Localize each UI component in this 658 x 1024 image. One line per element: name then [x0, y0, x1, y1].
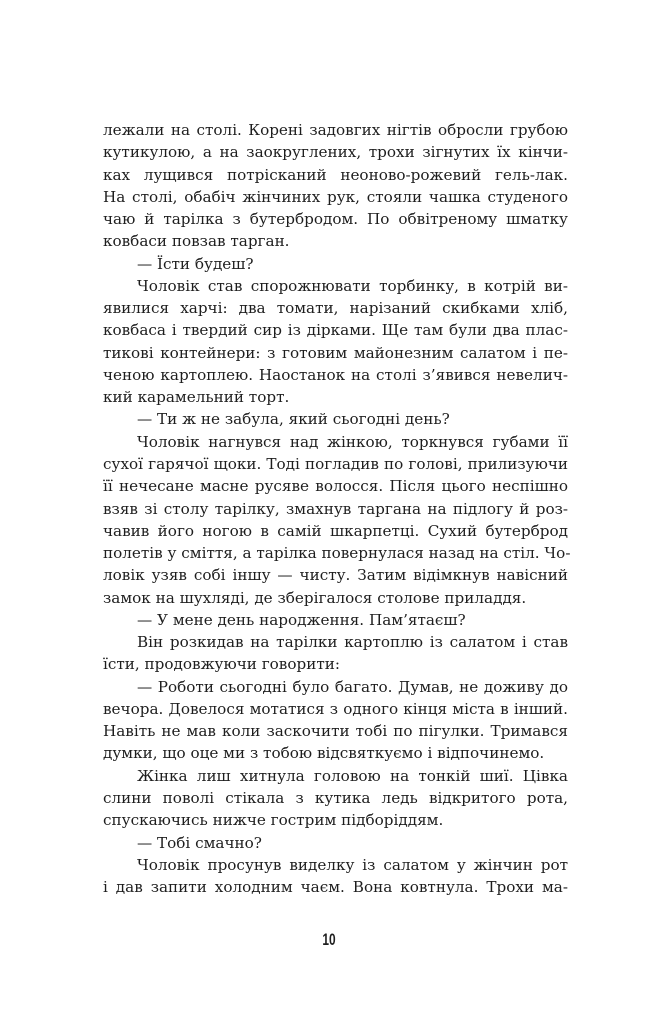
body-text: [103, 119, 571, 898]
text-line: — Їсти будеш?: [137, 254, 254, 273]
text-line: слини поволі стікала з кутика ледь відкритого рота,: [103, 788, 568, 807]
text-line: і дав запити холодним чаєм. Вона ковтнула. Трохи ма-: [103, 878, 568, 897]
text-line: — У мене день народження. Пам’ятаєш?: [137, 610, 466, 629]
text-line: Чоловік став спорожнювати торбинку, в котрій ви-: [137, 276, 568, 295]
text-line: Жінка лиш хитнула головою на тонкій шиї. Цівка: [137, 766, 568, 785]
paragraph: [103, 631, 568, 676]
paragraph: [103, 408, 568, 430]
text-line: ковбаси повзав тарган.: [103, 232, 290, 251]
paragraph: [103, 253, 568, 275]
paragraph: [103, 676, 568, 765]
text-line: замок на шухляді, де зберігалося столове приладдя.: [103, 588, 527, 607]
paragraph: [103, 854, 568, 899]
text-line: кутикулою, а на заокруглених, трохи зігнутих їх кінчи-: [103, 143, 568, 162]
text-line: взяв зі столу тарілку, змахнув таргана на підлогу й роз-: [103, 499, 568, 518]
page-number: 10: [322, 930, 336, 949]
text-line: ковбаса і твердий сир із дірками. Ще там були два плас-: [103, 321, 568, 340]
text-line: ках лущився потрісканий неоново-рожевий гель-лак.: [103, 165, 568, 184]
text-line: — Роботи сьогодні було багато. Думав, не доживу до: [137, 677, 568, 696]
text-line: ловік узяв собі іншу — чисту. Затим відімкнув навісний: [103, 566, 568, 585]
text-line: Чоловік нагнувся над жінкою, торкнувся губами її: [137, 432, 568, 451]
text-line: Чоловік просунув виделку із салатом у жінчин рот: [137, 855, 568, 874]
text-line: лежали на столі. Корені задовгих нігтів обросли грубою: [103, 121, 568, 139]
text-line: На столі, обабіч жінчиних рук, стояли чашка студеного: [103, 187, 568, 206]
paragraph: [103, 275, 568, 409]
paragraph: [103, 119, 568, 253]
text-line: їсти, продовжуючи говорити:: [103, 655, 340, 674]
text-line: спускаючись нижче гострим підборіддям.: [103, 811, 444, 830]
text-line: вечора. Довелося мотатися з одного кінця міста в інший.: [103, 699, 568, 718]
text-line: — Ти ж не забула, який сьогодні день?: [137, 410, 450, 429]
text-line: її нечесане масне русяве волосся. Після цього неспішно: [103, 477, 568, 496]
paragraph: [103, 609, 568, 631]
text-line: тикові контейнери: з готовим майонезним салатом і пе-: [103, 343, 568, 362]
text-line: ченою картоплею. Наостанок на столі з’явився невелич-: [103, 365, 568, 384]
paragraph: [103, 765, 568, 832]
text-line: кий карамельний торт.: [103, 388, 290, 407]
text-line: — Тобі смачно?: [137, 833, 262, 852]
paragraph: [103, 431, 571, 609]
text-line: чавив його ногою в самій шкарпетці. Сухий бутерброд: [103, 521, 568, 540]
text-line: думки, що оце ми з тобою відсвяткуємо і відпочинемо.: [103, 744, 545, 763]
paragraph: [103, 832, 568, 854]
text-line: явилися харчі: два томати, нарізаний скибками хліб,: [103, 299, 568, 318]
text-line: Навіть не мав коли заскочити тобі по пігулки. Тримався: [103, 722, 568, 741]
text-line: чаю й тарілка з бутербродом. По обвітреному шматку: [103, 210, 568, 229]
text-line: полетів у сміття, а тарілка повернулася назад на стіл. Чо-: [103, 544, 571, 563]
text-line: Він розкидав на тарілки картоплю із салатом і став: [137, 633, 568, 652]
text-line: сухої гарячої щоки. Тоді погладив по голові, прилизуючи: [103, 454, 568, 473]
